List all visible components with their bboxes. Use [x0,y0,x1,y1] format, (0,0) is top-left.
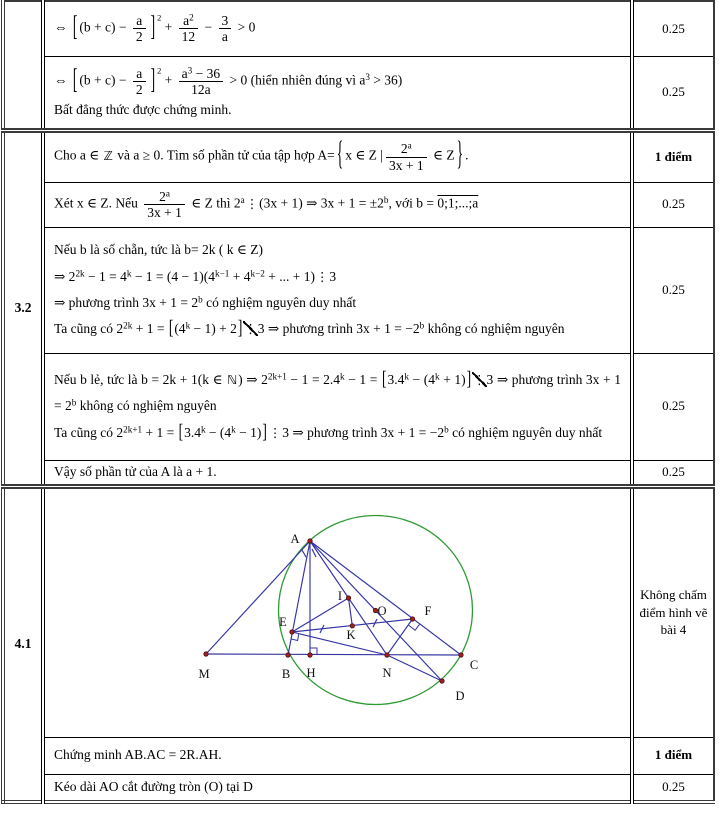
solution-line: Nếu b lẻ, tức là b = 2k + 1(k ∈ ℕ) ⇒ $2^{2k+1} - 1 = 2.4^k - 1 = [3.4^k - (4^k + 1)]$ ⋮3 ⇒ phương trình $3x + 1 = 2^b$ không có nghiệm nguyên [54,366,621,414]
row2-content [43,56,632,130]
svg-text:D: D [455,688,465,703]
row10-content [43,774,632,802]
row6-score: 0.25 [632,353,714,460]
problem-statement: Cho a ∈ ℤ và a ≥ 0. Tìm số phần tử của tập hợp A= { x ∈ Z | $\frac{2^a}{3x + 1}$ ∈ Z } . [54,134,469,173]
formula-line: ⇔ [ (b + c) − $\frac{a}{2}$ ] $^2$ + $\frac{a^3 - 36}{12a}$ > 0 (hiển nhiên đúng vì $a^3 > 36$) [54,61,403,98]
row6-content [43,353,632,460]
table-row [3,353,714,460]
problem-number-4-1: 4.1 [3,486,43,802]
table-row [3,56,714,130]
row10-score: 0.25 [632,774,714,802]
row4-score: 0.25 [632,182,714,227]
row1-content [43,1,632,56]
row9-content [43,737,632,774]
table-row [3,460,714,486]
row4-content [43,182,632,227]
row9-score: 1 điểm [632,737,714,774]
solution-line: Ta cũng có $2^{2k} + 1 = [(4^k - 1) + 2]$ ⋮3 ⇒ phương trình $3x + 1 = -2^b$ không có nghiệm nguyên [54,316,565,339]
row8-figure-cell [43,486,632,737]
figure-container [45,489,630,737]
formula-line: Xét x ∈ Z. Nếu $\frac{2^a}{3x + 1}$ ∈ Z thì $2^a⋮(3x + 1)$ ⇒ $3x + 1 = \pm 2^b$, với b = 0;1;...;a [54,188,479,220]
table-row [3,227,714,353]
table-row [3,182,714,227]
table-row [3,130,714,182]
rubric-table [1,0,715,804]
solution-line: ⇒ $2^{2k} - 1 = 4^k - 1 = (4 - 1)(4^{k-1} + 4^{k-2}$ + ... + 1)⋮3 [54,268,337,284]
solution-line: Kéo dài AO cắt đường tròn (O) tại D [54,778,253,794]
svg-text:I: I [337,588,343,603]
table-row [3,774,714,802]
row7-content [43,460,632,486]
row5-content [43,227,632,353]
svg-text:E: E [279,614,287,629]
svg-text:H: H [306,665,316,680]
problem-statement: Chứng minh AB.AC = 2R.AH. [54,747,222,763]
geometry-figure [191,489,513,737]
svg-text:F: F [424,603,432,618]
svg-text:K: K [346,627,356,642]
problem-number-3-2: 3.2 [3,130,43,486]
solution-line: ⇒ phương trình $3x + 1 = 2^b$ có nghiệm nguyên duy nhất [54,294,357,310]
grading-rubric-document [1,0,713,804]
row8-score-note [632,486,714,737]
svg-text:M: M [198,666,210,681]
svg-text:O: O [377,603,387,618]
solution-line: Ta cũng có $2^{2k+1} + 1 = [3.4^k - (4^k - 1)]$ ⋮3 ⇒ phương trình $3x + 1 = -2^b$ có nghiệm nguyên duy nhất [54,419,603,443]
conclusion-line: Bất đẳng thức được chứng minh. [54,102,232,118]
svg-text:A: A [290,531,300,546]
row5-score: 0.25 [632,227,714,353]
svg-text:B: B [281,666,291,681]
svg-text:C: C [469,657,479,672]
row3-content [43,130,632,182]
conclusion-line: Vậy số phần tử của A là a + 1. [54,463,217,479]
no-grading-note: Không chấm điểm hình vẽ bài 4 [639,587,708,638]
row7-score: 0.25 [632,460,714,486]
solution-line: Nếu b là số chẵn, tức là b= 2k ( k ∈ Z) [54,242,263,258]
table-row [3,486,714,737]
row2-score: 0.25 [632,56,714,130]
problem-number-empty [3,1,43,130]
row1-score: 0.25 [632,1,714,56]
svg-text:N: N [382,665,392,680]
table-row [3,737,714,774]
formula-line: ⇔ [ (b + c) − $\frac{a}{2}$ ] $^2$ + $\frac{a^2}{12}$ − $\frac{3}{a}$ > 0 [54,9,256,45]
table-row [3,1,714,56]
row3-score: 1 điểm [632,130,714,182]
